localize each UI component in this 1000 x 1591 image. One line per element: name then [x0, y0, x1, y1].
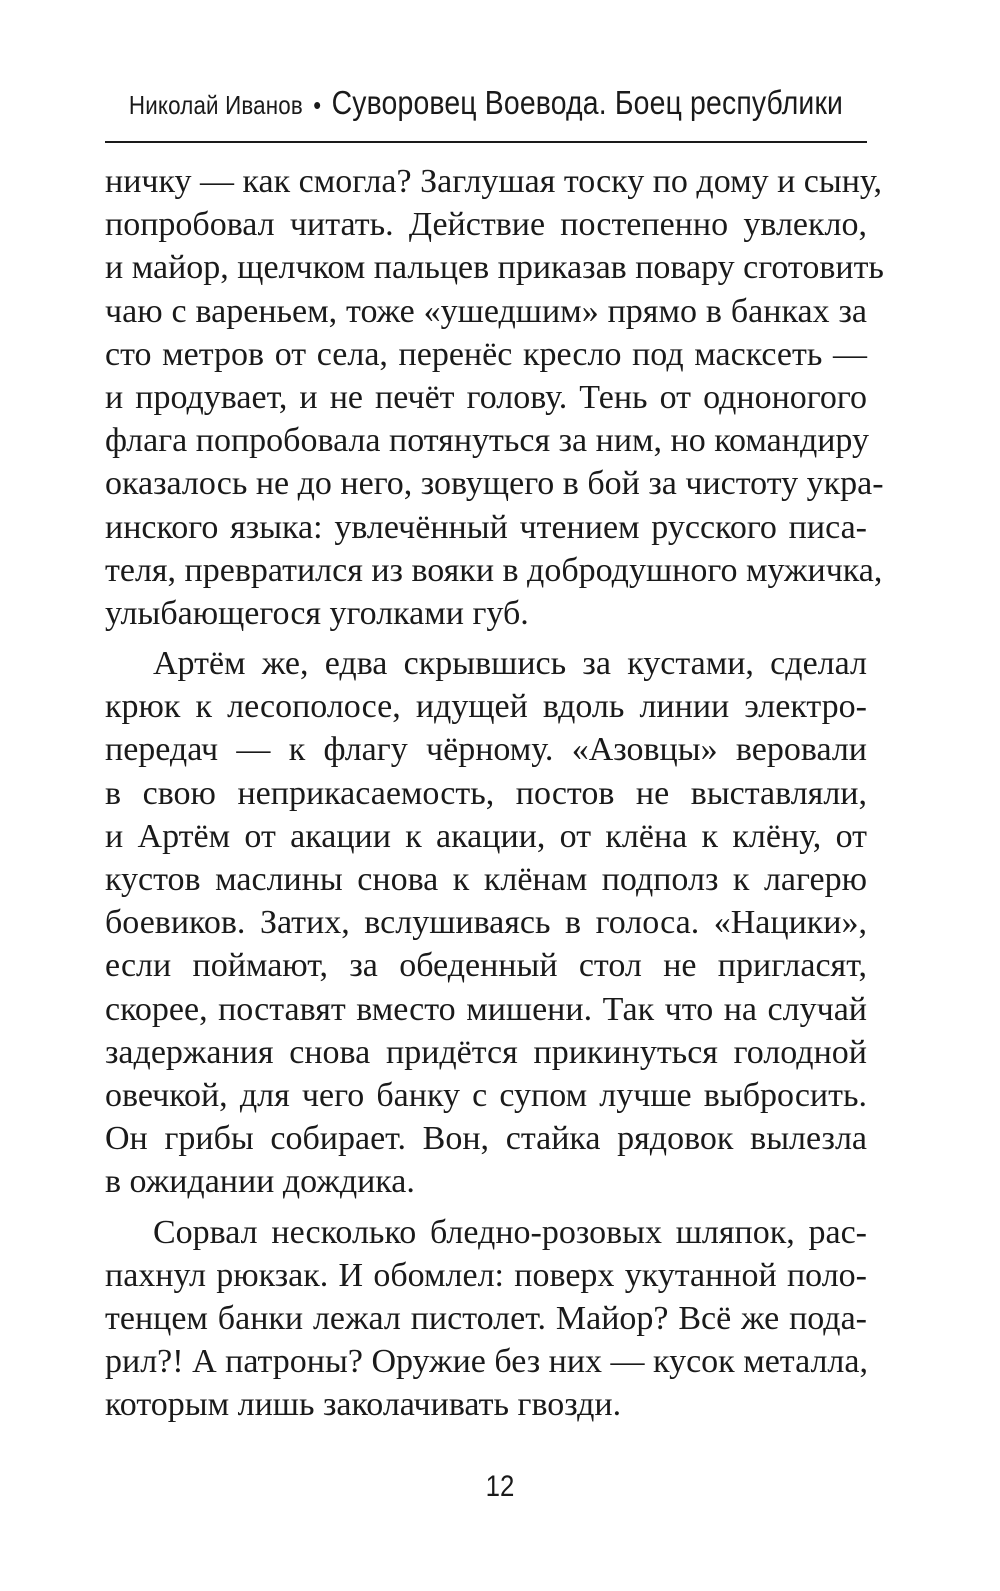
body-text	[105, 160, 884, 1426]
text-line: ничку — как смогла? Заглушая тоску по дому и сыну,	[105, 163, 883, 200]
text-line: крюк к лесополосе, идущей вдоль линии электро-	[105, 688, 867, 726]
paragraph	[105, 1211, 867, 1427]
text-line: и майор, щелчком пальцев приказав повару сготовить	[105, 249, 884, 287]
text-line: тенцем банки лежал пистолет. Майор? Всё же пода-	[105, 1299, 867, 1337]
header-book-title: Суворовец Воевода. Боец республики	[331, 84, 844, 121]
text-line: передач — к флагу чёрному. «Азовцы» веровали	[105, 731, 867, 769]
paragraph-gap	[105, 635, 867, 642]
text-line: в ожидании дождика.	[105, 1163, 415, 1201]
text-line: улыбающегося уголками губ.	[105, 594, 529, 632]
text-line: инского языка: увлечённый чтением русского писа-	[105, 508, 867, 546]
paragraph	[105, 160, 884, 635]
paragraph	[105, 642, 867, 1203]
text-line: Он грибы собирает. Вон, стайка рядовок вылезла	[105, 1120, 867, 1158]
text-line: в свою неприкасаемость, постов не выставляли,	[105, 774, 867, 812]
text-line: которым лишь заколачивать гвозди.	[105, 1386, 622, 1424]
header-separator: •	[313, 90, 322, 120]
text-line: чаю с вареньем, тоже «ушедшим» прямо в банках за	[105, 292, 867, 330]
header-author: Николай Иванов	[128, 90, 303, 120]
text-line: Артём же, едва скрывшись за кустами, сделал	[153, 645, 867, 683]
text-line: овечкой, для чего банку с супом лучше выбросить.	[105, 1076, 867, 1114]
text-line: кустов маслины снова к клёнам подполз к лагерю	[105, 861, 867, 898]
page-number: 12	[485, 1470, 515, 1503]
text-line: пахнул рюкзак. И обомлел: поверх укутанной поло-	[105, 1256, 867, 1294]
text-line: и Артём от акации к акации, от клёна к клёну, от	[105, 817, 867, 855]
paragraph-gap	[105, 1204, 867, 1211]
text-line: боевиков. Затих, вслушиваясь в голоса. «Нацики»,	[105, 904, 867, 942]
text-line: скорее, поставят вместо мишени. Так что на случай	[105, 990, 867, 1028]
text-line: теля, превратился из вояки в добродушного мужичка,	[105, 551, 883, 589]
text-line: рил?! А патроны? Оружие без них — кусок металла,	[105, 1343, 868, 1381]
text-line: задержания снова придётся прикинуться голодной	[105, 1033, 867, 1071]
text-line: Сорвал несколько бледно-розовых шляпок, рас-	[153, 1213, 867, 1251]
text-line: оказалось не до него, зовущего в бой за чистоту укра-	[105, 465, 884, 503]
text-line: сто метров от села, перенёс кресло под масксеть —	[105, 335, 867, 373]
text-line: флага попробовала потянуться за ним, но командиру	[105, 422, 869, 460]
header-rule	[105, 141, 867, 143]
text-line: попробовал читать. Действие постепенно увлекло,	[105, 206, 867, 244]
text-line: и продувает, и не печёт голову. Тень от одноногого	[105, 378, 867, 416]
running-header	[128, 84, 844, 128]
text-line: если поймают, за обеденный стол не пригласят,	[105, 947, 867, 985]
